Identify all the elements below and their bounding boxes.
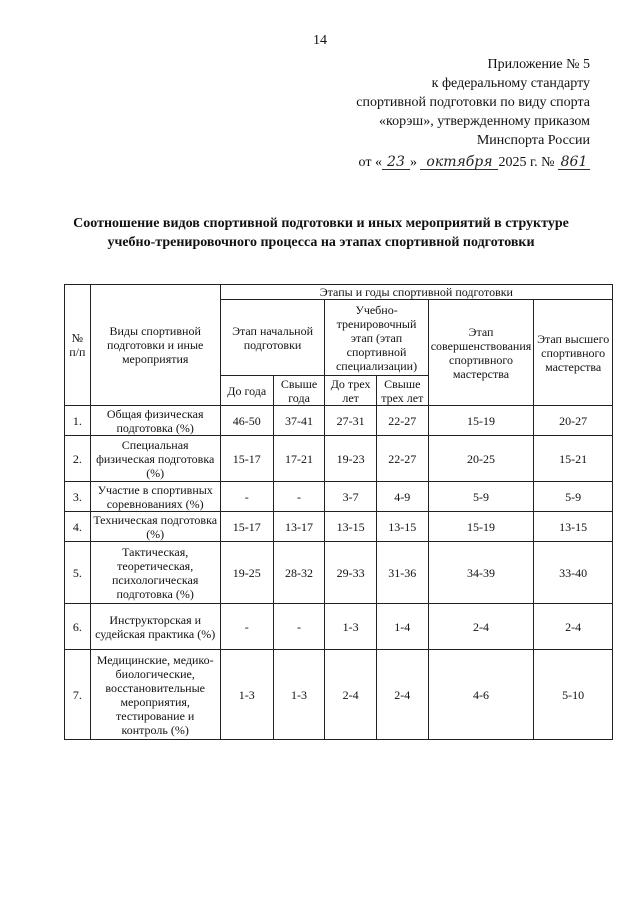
cell-value: 20-25 bbox=[428, 436, 534, 482]
row-number: 6. bbox=[65, 604, 91, 650]
header-initial-stage: Этап начальной подготовки bbox=[220, 300, 325, 376]
appendix-block bbox=[330, 55, 590, 172]
cell-value: - bbox=[273, 482, 325, 512]
header-higher-stage: Этап высшего спортивного мастерства bbox=[534, 300, 613, 406]
row-kind: Тактическая, теоретическая, психологическая подготовка (%) bbox=[90, 542, 220, 604]
cell-value: 5-10 bbox=[534, 650, 613, 740]
row-number: 1. bbox=[65, 406, 91, 436]
order-line bbox=[330, 153, 590, 172]
order-mid: » bbox=[409, 155, 417, 170]
cell-value: 13-15 bbox=[534, 512, 613, 542]
row-kind: Инструкторская и судейская практика (%) bbox=[90, 604, 220, 650]
row-number: 3. bbox=[65, 482, 91, 512]
order-prefix: от « bbox=[358, 155, 382, 170]
table-row bbox=[65, 650, 613, 740]
cell-value: 15-17 bbox=[220, 512, 273, 542]
header-upto-year: До года bbox=[220, 376, 273, 406]
cell-value: - bbox=[220, 482, 273, 512]
cell-value: 1-3 bbox=[325, 604, 377, 650]
cell-value: 15-19 bbox=[428, 512, 534, 542]
cell-value: 20-27 bbox=[534, 406, 613, 436]
cell-value: 13-17 bbox=[273, 512, 325, 542]
appendix-line: к федеральному стандарту bbox=[431, 76, 590, 91]
header-over-three-years: Свыше трех лет bbox=[376, 376, 428, 406]
cell-value: 2-4 bbox=[376, 650, 428, 740]
order-month-handwritten: октября bbox=[420, 155, 498, 170]
cell-value: 2-4 bbox=[428, 604, 534, 650]
title-line-2: учебно-тренировочного процесса на этапах спортивной подготовки bbox=[107, 235, 535, 250]
sport-training-table bbox=[64, 284, 613, 740]
cell-value: 33-40 bbox=[534, 542, 613, 604]
cell-value: 5-9 bbox=[428, 482, 534, 512]
header-upto-three-years: До трех лет bbox=[325, 376, 377, 406]
header-num: № п/п bbox=[65, 285, 91, 406]
cell-value: 37-41 bbox=[273, 406, 325, 436]
row-number: 4. bbox=[65, 512, 91, 542]
cell-value: 22-27 bbox=[376, 436, 428, 482]
row-number: 7. bbox=[65, 650, 91, 740]
document-title bbox=[40, 214, 602, 252]
table-row bbox=[65, 542, 613, 604]
title-line-1: Соотношение видов спортивной подготовки и иных мероприятий в структуре bbox=[73, 216, 569, 231]
row-kind: Техническая подготовка (%) bbox=[90, 512, 220, 542]
cell-value: 4-6 bbox=[428, 650, 534, 740]
appendix-line: Приложение № 5 bbox=[487, 57, 590, 72]
cell-value: 2-4 bbox=[534, 604, 613, 650]
page-number: 14 bbox=[313, 33, 327, 48]
cell-value: 13-15 bbox=[376, 512, 428, 542]
row-kind: Специальная физическая подготовка (%) bbox=[90, 436, 220, 482]
header-over-year: Свыше года bbox=[273, 376, 325, 406]
appendix-line: спортивной подготовки по виду спорта bbox=[356, 95, 590, 110]
row-number: 2. bbox=[65, 436, 91, 482]
cell-value: 3-7 bbox=[325, 482, 377, 512]
cell-value: 46-50 bbox=[220, 406, 273, 436]
cell-value: 17-21 bbox=[273, 436, 325, 482]
cell-value: - bbox=[220, 604, 273, 650]
row-kind: Медицинские, медико-биологические, восстановительные мероприятия, тестирование и контроль (%) bbox=[90, 650, 220, 740]
table-row bbox=[65, 436, 613, 482]
order-number-handwritten: 861 bbox=[558, 155, 590, 170]
order-year: 2025 г. № bbox=[498, 155, 555, 170]
header-improvement-stage: Этап совершенствования спортивного мастерства bbox=[428, 300, 534, 406]
table-row bbox=[65, 406, 613, 436]
cell-value: 15-17 bbox=[220, 436, 273, 482]
row-kind: Общая физическая подготовка (%) bbox=[90, 406, 220, 436]
table-row bbox=[65, 512, 613, 542]
table-row bbox=[65, 482, 613, 512]
table-row bbox=[65, 604, 613, 650]
header-stages: Этапы и годы спортивной подготовки bbox=[220, 285, 612, 300]
cell-value: - bbox=[273, 604, 325, 650]
cell-value: 15-19 bbox=[428, 406, 534, 436]
cell-value: 27-31 bbox=[325, 406, 377, 436]
cell-value: 2-4 bbox=[325, 650, 377, 740]
cell-value: 13-15 bbox=[325, 512, 377, 542]
cell-value: 31-36 bbox=[376, 542, 428, 604]
cell-value: 5-9 bbox=[534, 482, 613, 512]
cell-value: 34-39 bbox=[428, 542, 534, 604]
appendix-line: Минспорта России bbox=[476, 133, 590, 148]
cell-value: 1-3 bbox=[273, 650, 325, 740]
appendix-line: «корэш», утвержденному приказом bbox=[378, 114, 590, 129]
cell-value: 28-32 bbox=[273, 542, 325, 604]
cell-value: 29-33 bbox=[325, 542, 377, 604]
cell-value: 19-23 bbox=[325, 436, 377, 482]
cell-value: 4-9 bbox=[376, 482, 428, 512]
cell-value: 19-25 bbox=[220, 542, 273, 604]
cell-value: 22-27 bbox=[376, 406, 428, 436]
cell-value: 15-21 bbox=[534, 436, 613, 482]
cell-value: 1-4 bbox=[376, 604, 428, 650]
row-kind: Участие в спортивных соревнованиях (%) bbox=[90, 482, 220, 512]
row-number: 5. bbox=[65, 542, 91, 604]
order-day-handwritten: 23 bbox=[382, 155, 410, 170]
cell-value: 1-3 bbox=[220, 650, 273, 740]
header-kinds: Виды спортивной подготовки и иные мероприятия bbox=[90, 285, 220, 406]
header-training-stage: Учебно-тренировочный этап (этап спортивной специализации) bbox=[325, 300, 428, 376]
